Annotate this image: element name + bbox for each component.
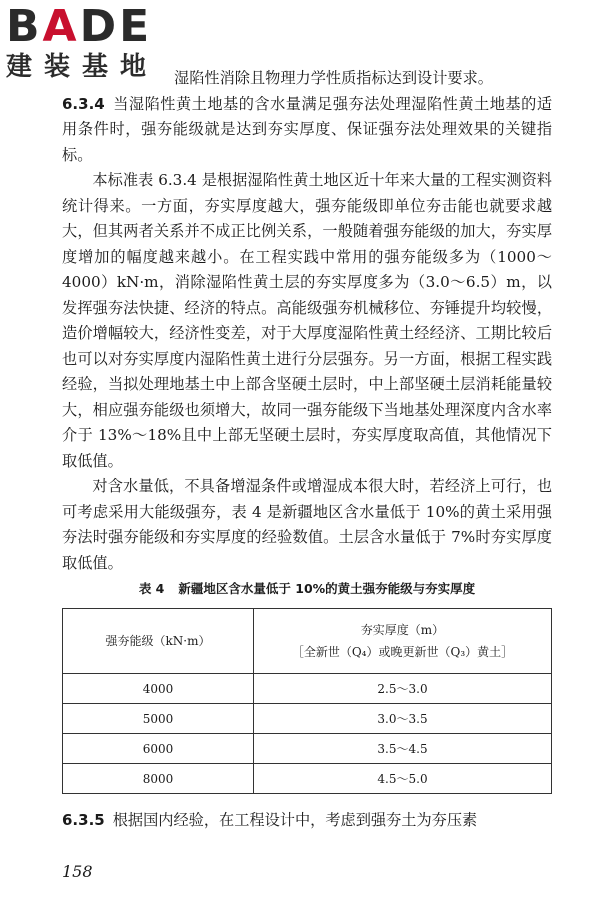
section-number: 6.3.4	[62, 94, 105, 113]
page-number: 158	[62, 862, 93, 881]
cell-thickness: 4.5～5.0	[254, 764, 552, 794]
cell-energy: 8000	[63, 764, 254, 794]
section-6-3-5-para1: 6.3.5 根据国内经验，在工程设计中，考虑到强夯土为夯压素	[62, 811, 478, 829]
cell-thickness: 2.5～3.0	[254, 674, 552, 704]
cell-energy: 5000	[63, 704, 254, 734]
table-row	[63, 704, 552, 734]
top-line: 湿陷性消除且物理力学性质指标达到设计要求。	[174, 69, 493, 87]
header-thickness: 夯实厚度（m） ［全新世（Q₄）或晚更新世（Q₃）黄土］	[254, 609, 552, 674]
logo-wordmark: BADE	[6, 1, 153, 52]
section-number: 6.3.5	[62, 811, 105, 829]
table-row	[63, 734, 552, 764]
table-row	[63, 764, 552, 794]
cell-thickness: 3.0～3.5	[254, 704, 552, 734]
section-6-3-4-para2: 本标准表 6.3.4 是根据湿陷性黄土地区近十年来大量的工程实测资料统计得来。一方面，夯实厚度越大，强夯能级即单位夯击能也就要求越大，但其两者关系并不成正比例关系，一般随着强夯能级的加大，夯实厚度增加的幅度越来越小。在工程实践中常用的强夯能级多为（1000～4000）kN·m，消除湿陷性黄土层的夯实厚度多为（3.0～6.5）m，以发挥强夯法快捷、经济的特点。高能级强夯机械移位、夯锤提升均较慢，造价增幅较大，经济性变差，对于大厚度湿陷性黄土经经济、工期比较后也可以对夯实厚度内湿陷性黄土进行分层强夯。另一方面，根据工程实践经验，当拟处理地基土中上部含坚硬土层时，中上部坚硬土层消耗能量较大，相应强夯能级也须增大，故同一强夯能级下当地基处理深度内含水率介于 13%～18%且中上部无坚硬土层时，夯实厚度取高值，其他情况下取低值。	[62, 171, 552, 470]
logo-subtitle: 建装基地	[6, 52, 159, 82]
table-header-row	[63, 609, 552, 674]
cell-thickness: 3.5～4.5	[254, 734, 552, 764]
cell-energy: 4000	[63, 674, 254, 704]
cell-energy: 6000	[63, 734, 254, 764]
section-6-3-4-para1: 6.3.4 当湿陷性黄土地基的含水量满足强夯法处理湿陷性黄土地基的适用条件时，强夯能级就是达到夯实厚度、保证强夯法处理效果的关键指标。	[62, 94, 552, 164]
table-caption: 表 4 新疆地区含水量低于 10%的黄土强夯能级与夯实厚度	[138, 581, 476, 596]
table-row	[63, 674, 552, 704]
table-4	[62, 608, 552, 794]
section-6-3-4-para3: 对含水量低，不具备增湿条件或增湿成本很大时，若经济上可行，也可考虑采用大能级强夯，表 4 是新疆地区含水量低于 10%的黄土采用强夯法时强夯能级和夯实厚度的经验数值。土层含水量低于 7%时夯实厚度取低值。	[62, 477, 552, 572]
header-energy: 强夯能级（kN·m）	[63, 609, 254, 674]
page-content	[62, 66, 552, 834]
